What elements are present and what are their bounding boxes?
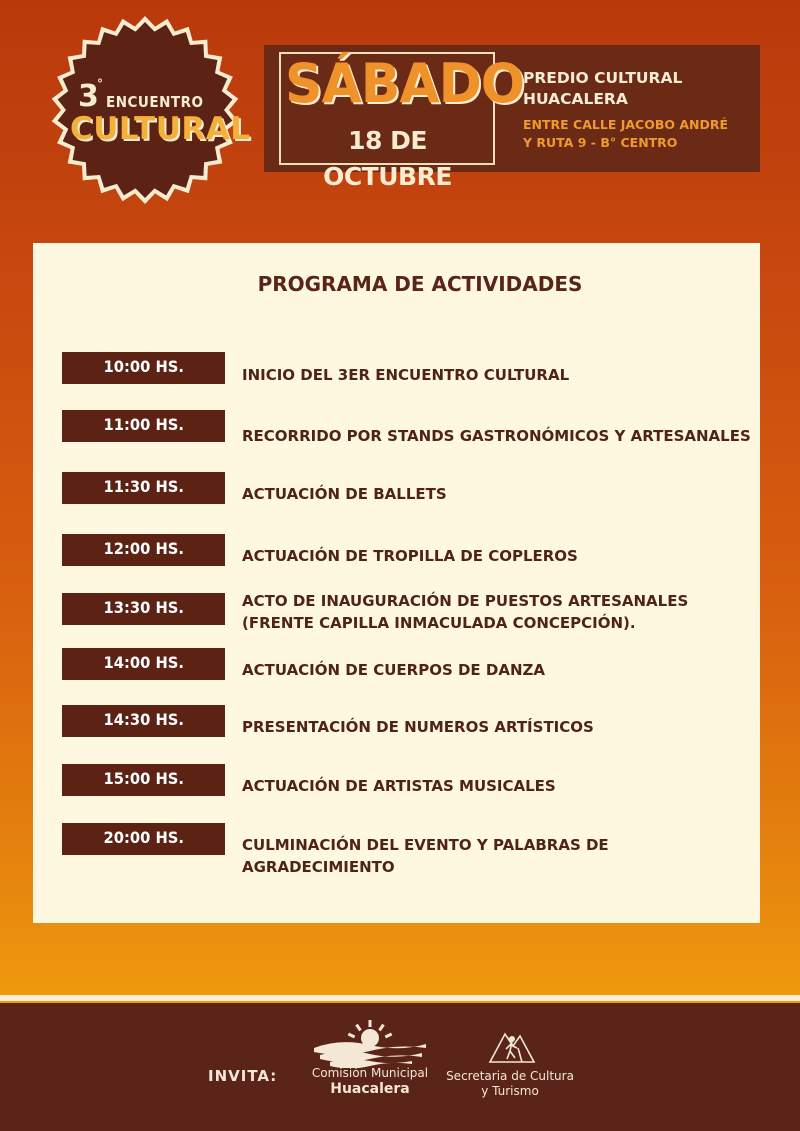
org2-name-line2: y Turismo — [481, 1084, 539, 1098]
activity-text: PRESENTACIÓN DE NUMEROS ARTÍSTICOS — [242, 718, 594, 736]
event-date: 18 DE OCTUBRE — [323, 126, 452, 191]
time-badge: 14:30 HS. — [62, 705, 225, 737]
venue-line2: HUACALERA — [523, 90, 628, 108]
badge-degree: ° — [97, 77, 103, 91]
activity-text: ACTUACIÓN DE ARTISTAS MUSICALES — [242, 777, 556, 795]
org1-name-line1: Comisión Municipal — [311, 1066, 429, 1080]
hiker-mountain-logo-icon — [487, 1022, 537, 1066]
venue-line1: PREDIO CULTURAL — [523, 69, 683, 87]
time-badge: 15:00 HS. — [62, 764, 225, 796]
venue-name — [523, 68, 748, 110]
badge-number: 3 — [78, 79, 99, 114]
event-day: SÁBADO — [285, 52, 524, 116]
activity-text — [242, 590, 752, 634]
activity-line2: (FRENTE CAPILLA INMACULADA CONCEPCIÓN). — [242, 614, 636, 632]
org2-name-line1: Secretaria de Cultura — [446, 1069, 574, 1083]
program-panel — [33, 243, 760, 923]
time-badge: 10:00 HS. — [62, 352, 225, 384]
activity-text: ACTUACIÓN DE BALLETS — [242, 485, 447, 503]
footer-divider — [0, 995, 800, 1001]
address-line1: ENTRE CALLE JACOBO ANDRÉ — [523, 117, 729, 132]
activity-text: ACTUACIÓN DE TROPILLA DE COPLEROS — [242, 547, 578, 565]
activity-line1: ACTO DE INAUGURACIÓN DE PUESTOS ARTESANALES — [242, 592, 689, 610]
activity-text: CULMINACIÓN DEL EVENTO Y PALABRAS DE AGRADECIMIENTO — [242, 836, 609, 876]
time-badge: 14:00 HS. — [62, 648, 225, 680]
org1-name-line2: Huacalera — [330, 1081, 410, 1097]
sun-waves-logo-icon — [310, 1018, 430, 1068]
activity-text: INICIO DEL 3ER ENCUENTRO CULTURAL — [242, 366, 570, 384]
address-line2: Y RUTA 9 - B° CENTRO — [523, 135, 678, 150]
time-badge: 11:30 HS. — [62, 472, 225, 504]
activity-text: RECORRIDO POR STANDS GASTRONÓMICOS Y ARTESANALES — [242, 427, 751, 445]
badge-line1: ENCUENTRO — [106, 93, 204, 111]
invita-label: INVITA: — [208, 1067, 278, 1085]
time-badge: 13:30 HS. — [62, 593, 225, 625]
event-badge — [50, 15, 251, 205]
program-title: PROGRAMA DE ACTIVIDADES — [257, 272, 583, 296]
venue-address — [523, 116, 748, 152]
badge-line2: CULTURAL — [70, 111, 251, 147]
activity-text: ACTUACIÓN DE CUERPOS DE DANZA — [242, 661, 545, 679]
time-badge: 12:00 HS. — [62, 534, 225, 566]
time-badge: 11:00 HS. — [62, 410, 225, 442]
time-badge: 20:00 HS. — [62, 823, 225, 855]
